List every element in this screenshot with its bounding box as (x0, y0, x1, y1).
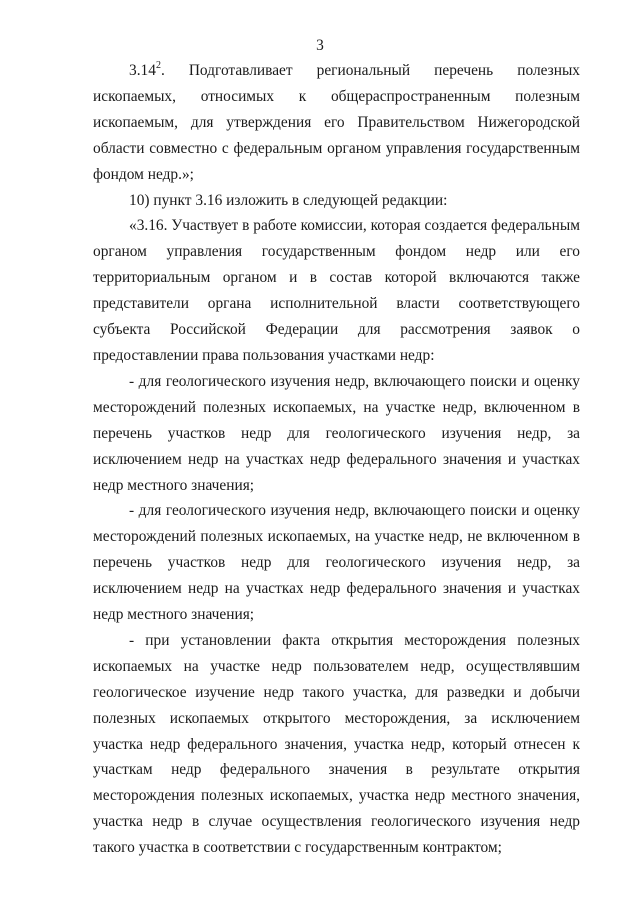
paragraph-text: . Подготавливает региональный перечень полезных ископаемых, относимых к общераспространенным полезным ископаемым, для утверждения его Правительством Нижегородской области совместно с федеральным органом управления государственным фондом недр.»; (93, 62, 580, 183)
clause-superscript: 2 (155, 59, 161, 71)
document-body (93, 58, 580, 861)
list-item-geological-study-not-included: - для геологического изучения недр, включающего поиски и оценку месторождений полезных ископаемых, на участке недр, не включенном в перечень участков недр для геологического изучения недр, за исключением недр на участках недр федерального значения и участках недр местного значения; (93, 502, 580, 624)
page-number: 3 (316, 37, 324, 54)
paragraph-3-14-2 (93, 58, 580, 188)
list-item-deposit-discovery: - при установлении факта открытия месторождения полезных ископаемых на участке недр пользователем недр, осуществлявшим геологическое изучение недр такого участка, для разведки и добычи полезных ископаемых открытого месторождения, за исключением участка недр федерального значения, участка недр, который отнесен к участкам недр федерального значения в результате открытия месторождения полезных ископаемых, участка недр местного значения, участка недр в случае осуществления геологического изучения недр такого участка в соответствии с государственным контрактом; (93, 631, 580, 857)
paragraph-item-10: 10) пункт 3.16 изложить в следующей редакции: (129, 191, 448, 209)
list-item-geological-study-included: - для геологического изучения недр, включающего поиски и оценку месторождений полезных ископаемых, на участке недр, включенном в перечень участков недр для геологического изучения недр, за исключением недр на участках недр федерального значения и участках недр местного значения; (93, 372, 580, 494)
paragraph-3-16: «3.16. Участвует в работе комиссии, которая создается федеральным органом управления государственным фондом недр или его территориальным органом и в состав которой включаются также представители органа исполнительной власти соответствующего субъекта Российской Федерации для рассмотрения заявок о предоставлении права пользования участками недр: (93, 217, 580, 364)
clause-number: 3.14 (129, 62, 156, 79)
